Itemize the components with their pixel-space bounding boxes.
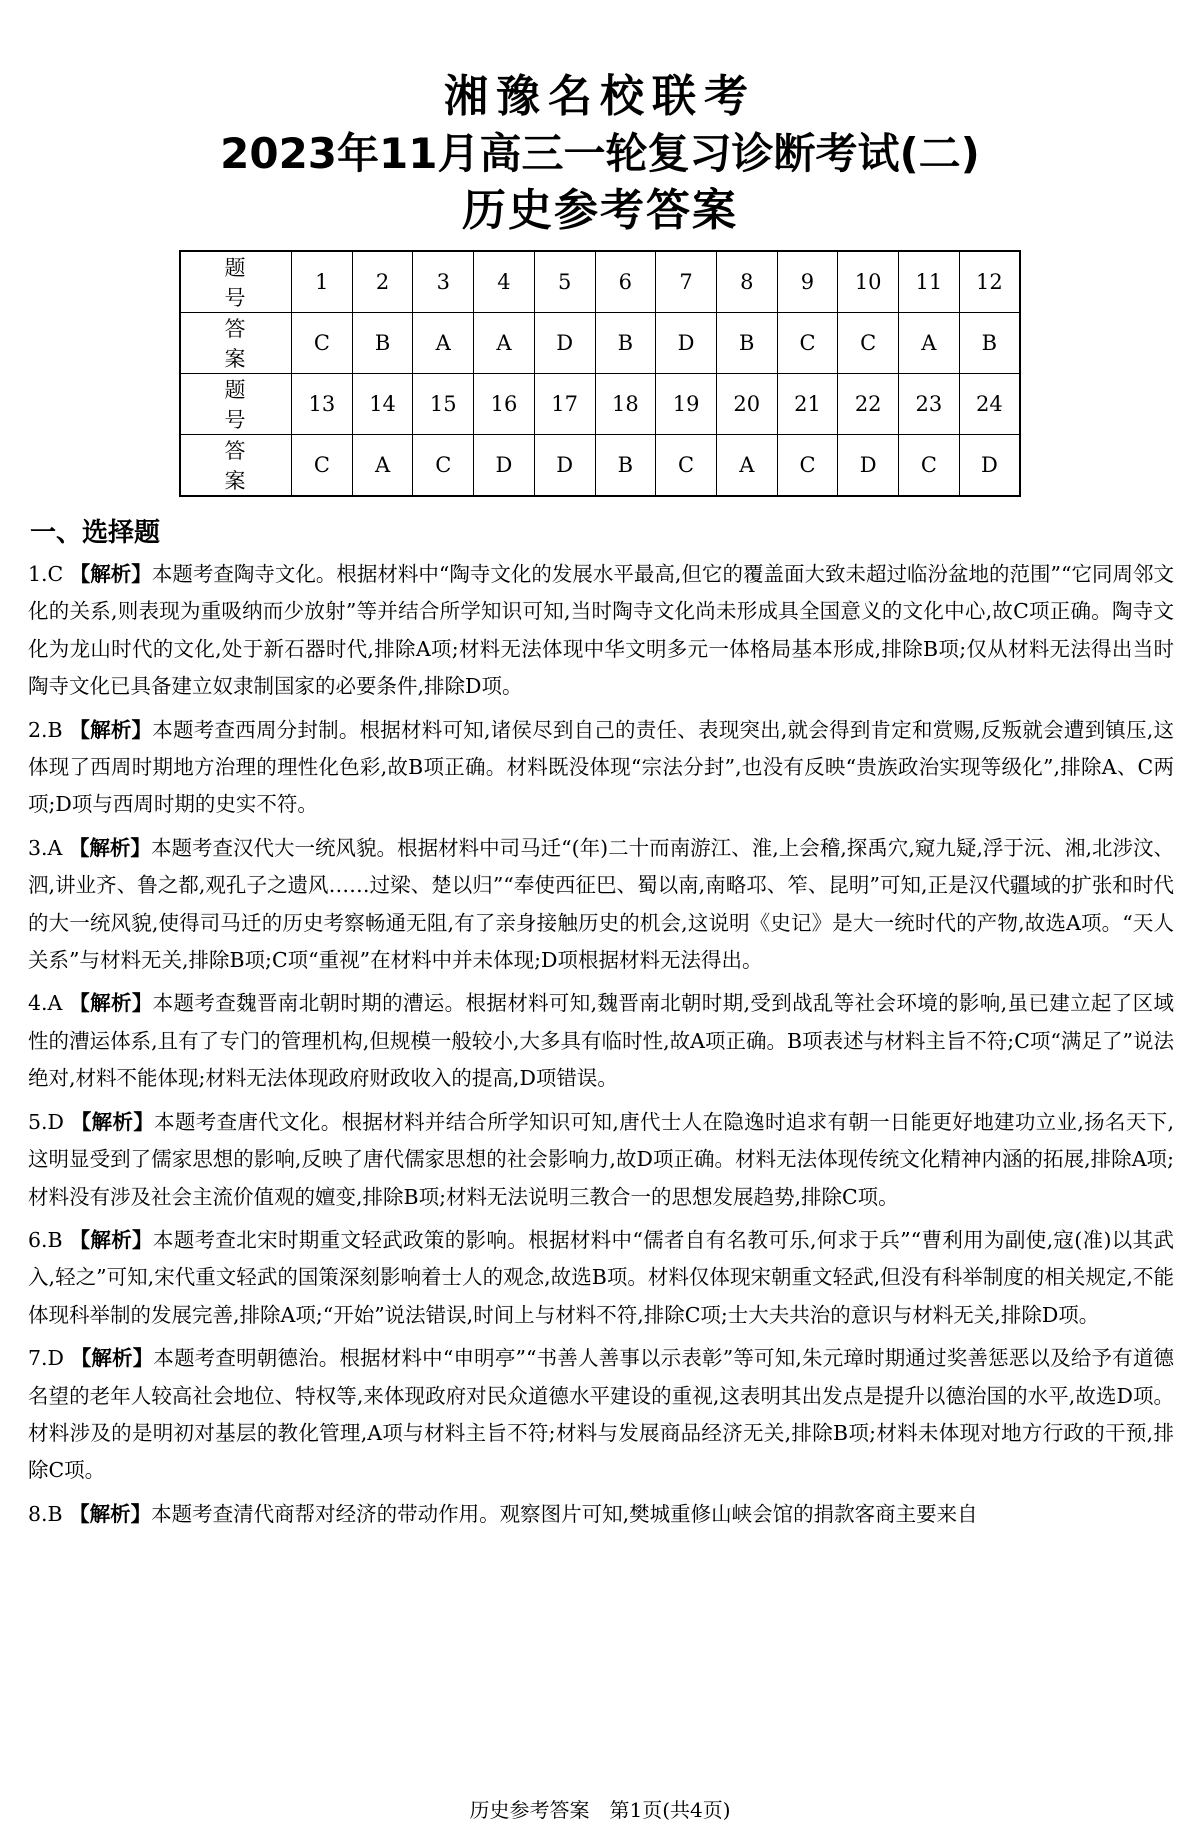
questions-list: [28, 556, 1174, 1539]
question-answer-number: 5.D: [28, 1109, 64, 1134]
analysis-tag: 【解析】: [69, 991, 153, 1016]
question-number-cell: 15: [413, 374, 474, 435]
question-number-cell: 21: [777, 374, 838, 435]
analysis-tag: 【解析】: [69, 1501, 152, 1526]
question-explanation: [28, 1222, 1174, 1334]
question-number-cell: 11: [899, 251, 960, 313]
analysis-tag: 【解析】: [70, 1346, 154, 1371]
answer-table-row: [180, 435, 1020, 497]
question-number-cell: 2: [352, 251, 413, 313]
question-number-cell: 19: [656, 374, 717, 435]
explanation-text: 本题考查明朝德治。根据材料中“申明亭”“书善人善事以示表彰”等可知,朱元璋时期通过奖善惩恶以及给予有道德名望的老年人较高社会地位、特权等,来体现政府对民众道德水平建设的重视,这表明其出发点是提升以德治国的水平,故选D项。材料涉及的是明初对基层的教化管理,A项与材料主旨不符;材料与发展商品经济无关,排除B项;材料未体现对地方行政的干预,排除C项。: [28, 1346, 1175, 1483]
question-answer-number: 4.A: [28, 991, 63, 1016]
answer-table-row: [180, 313, 1020, 374]
question-explanation: [28, 712, 1174, 824]
section-title: 一、选择题: [30, 518, 161, 548]
page-footer: 历史参考答案 第1页(共4页): [469, 1798, 731, 1822]
answer-cell: C: [777, 313, 838, 374]
answer-key-title: 历史参考答案: [462, 185, 738, 236]
question-number-cell: 24: [959, 374, 1020, 435]
question-number-cell: 23: [899, 374, 960, 435]
question-number-cell: 16: [474, 374, 535, 435]
analysis-tag: 【解析】: [70, 1109, 155, 1134]
question-answer-number: 7.D: [28, 1346, 64, 1371]
explanation-text: 本题考查清代商帮对经济的带动作用。观察图片可知,樊城重修山峡会馆的捐款客商主要来自: [151, 1501, 978, 1526]
question-answer-number: 3.A: [28, 835, 63, 860]
analysis-tag: 【解析】: [68, 835, 151, 860]
row-label: 题 号: [180, 251, 292, 313]
answer-cell: D: [474, 435, 535, 497]
answer-cell: C: [413, 435, 474, 497]
title-block: [0, 68, 1200, 240]
answer-cell: B: [352, 313, 413, 374]
answer-cell: D: [838, 435, 899, 497]
answer-cell: D: [959, 435, 1020, 497]
answer-cell: A: [413, 313, 474, 374]
question-number-cell: 4: [474, 251, 535, 313]
answer-table-row: [180, 374, 1020, 435]
question-answer-number: 6.B: [28, 1227, 63, 1252]
explanation-text: 本题考查汉代大一统风貌。根据材料中司马迁“(年)二十而南游江、淮,上会稽,探禹穴,窥九疑,浮于沅、湘,北涉汶、泗,讲业齐、鲁之都,观孔子之遗风……过梁、楚以归”“奉使西征巴、蜀以南,南略邛、笮、昆明”可知,正是汉代疆域的扩张和时代的大一统风貌,使得司马迁的历史考察畅通无阻,有了亲身接触历史的机会,这说明《史记》是大一统时代的产物,故选A项。“天人关系”与材料无关,排除B项;C项“重视”在材料中并未体现;D项根据材料无法得出。: [28, 835, 1174, 973]
answer-cell: A: [352, 435, 413, 497]
explanation-text: 本题考查魏晋南北朝时期的漕运。根据材料可知,魏晋南北朝时期,受到战乱等社会环境的影响,虽已建立起了区域性的漕运体系,且有了专门的管理机构,但规模一般较小,大多具有临时性,故A项正确。B项表述与材料主旨不符;C项“满足了”说法绝对,材料不能体现;材料无法体现政府财政收入的提高,D项错误。: [28, 991, 1174, 1091]
answer-cell: A: [716, 435, 777, 497]
question-explanation: [28, 1340, 1174, 1490]
question-explanation: [28, 985, 1174, 1097]
question-number-cell: 22: [838, 374, 899, 435]
answer-cell: B: [595, 313, 656, 374]
question-explanation: [28, 556, 1174, 706]
row-label: 答 案: [180, 435, 292, 497]
row-label: 题 号: [180, 374, 292, 435]
answer-cell: C: [656, 435, 717, 497]
answer-cell: A: [474, 313, 535, 374]
question-answer-number: 8.B: [28, 1501, 63, 1526]
question-number-cell: 12: [959, 251, 1020, 313]
answer-cell: C: [838, 313, 899, 374]
answer-cell: C: [292, 313, 353, 374]
question-number-cell: 9: [777, 251, 838, 313]
exam-union-title: 湘豫名校联考: [444, 71, 756, 122]
question-number-cell: 1: [292, 251, 353, 313]
row-label: 答 案: [180, 313, 292, 374]
question-number-cell: 8: [716, 251, 777, 313]
question-number-cell: 3: [413, 251, 474, 313]
answer-cell: D: [534, 435, 595, 497]
answer-cell: B: [716, 313, 777, 374]
question-explanation: [28, 1104, 1174, 1216]
question-number-cell: 17: [534, 374, 595, 435]
answer-cell: D: [656, 313, 717, 374]
question-number-cell: 20: [716, 374, 777, 435]
question-number-cell: 14: [352, 374, 413, 435]
question-number-cell: 7: [656, 251, 717, 313]
question-explanation: [28, 1496, 1174, 1533]
explanation-text: 本题考查西周分封制。根据材料可知,诸侯尽到自己的责任、表现突出,就会得到肯定和赏赐,反叛就会遭到镇压,这体现了西周时期地方治理的理性化色彩,故B项正确。材料既没体现“宗法分封”,也没有反映“贵族政治实现等级化”,排除A、C两项;D项与西周时期的史实不符。: [28, 717, 1174, 817]
answer-table-row: [180, 251, 1020, 313]
question-answer-number: 2.B: [28, 717, 63, 742]
question-number-cell: 5: [534, 251, 595, 313]
analysis-tag: 【解析】: [69, 1227, 153, 1252]
exam-title: 2023年11月高三一轮复习诊断考试(二): [220, 129, 980, 178]
question-number-cell: 13: [292, 374, 353, 435]
answer-cell: B: [959, 313, 1020, 374]
question-number-cell: 10: [838, 251, 899, 313]
explanation-text: 本题考查北宋时期重文轻武政策的影响。根据材料中“儒者自有名教可乐,何求于兵”“曹利用为副使,寇(准)以其武入,轻之”可知,宋代重文轻武的国策深刻影响着士人的观念,故选B项。材料仅体现宋朝重文轻武,但没有科举制度的相关规定,不能体现科举制的发展完善,排除A项;“开始”说法错误,时间上与材料不符,排除C项;士大夫共治的意识与材料无关,排除D项。: [28, 1227, 1175, 1327]
answer-cell: A: [899, 313, 960, 374]
answer-cell: C: [777, 435, 838, 497]
question-explanation: [28, 830, 1174, 980]
answer-cell: C: [899, 435, 960, 497]
answer-table: [179, 250, 1021, 497]
analysis-tag: 【解析】: [69, 562, 152, 586]
answer-cell: C: [292, 435, 353, 497]
question-number-cell: 18: [595, 374, 656, 435]
question-number-cell: 6: [595, 251, 656, 313]
answer-cell: B: [595, 435, 656, 497]
analysis-tag: 【解析】: [69, 717, 153, 742]
explanation-text: 本题考查陶寺文化。根据材料中“陶寺文化的发展水平最高,但它的覆盖面大致未超过临汾盆地的范围”“它同周邻文化的关系,则表现为重吸纳而少放射”等并结合所学知识可知,当时陶寺文化尚未形成具全国意义的文化中心,故C项正确。陶寺文化为龙山时代的文化,处于新石器时代,排除A项;材料无法体现中华文明多元一体格局基本形成,排除B项;仅从材料无法得出当时陶寺文化已具备建立奴隶制国家的必要条件,排除D项。: [28, 562, 1174, 699]
question-answer-number: 1.C: [28, 562, 64, 586]
explanation-text: 本题考查唐代文化。根据材料并结合所学知识可知,唐代士人在隐逸时追求有朝一日能更好地建功立业,扬名天下,这明显受到了儒家思想的影响,反映了唐代儒家思想的社会影响力,故D项正确。材料无法体现传统文化精神内涵的拓展,排除A项;材料没有涉及社会主流价值观的嬗变,排除B项;材料无法说明三教合一的思想发展趋势,排除C项。: [28, 1109, 1174, 1209]
answer-cell: D: [534, 313, 595, 374]
